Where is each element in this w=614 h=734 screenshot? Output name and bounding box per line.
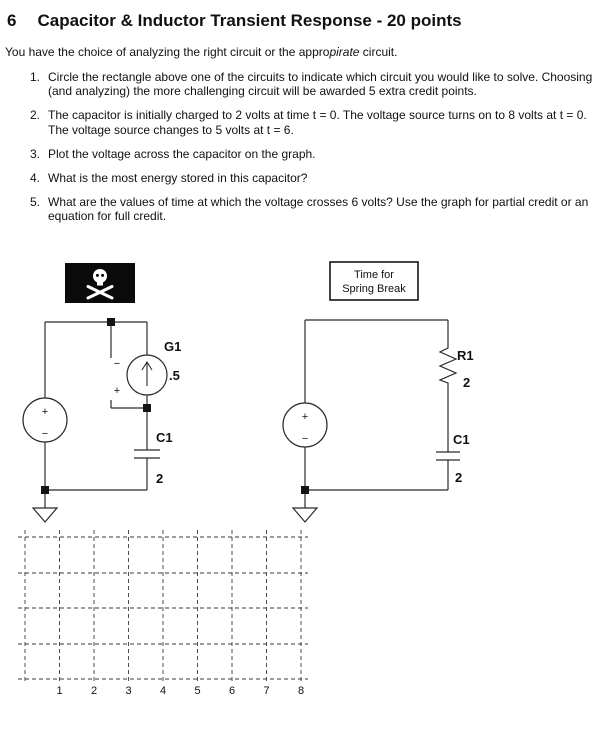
figure-area bbox=[0, 252, 614, 734]
right-circuit bbox=[283, 262, 474, 522]
question-number: 1. bbox=[30, 69, 41, 84]
node-mid-left-circuit bbox=[143, 404, 151, 412]
right-circuit-wires bbox=[305, 320, 448, 508]
box-label-line1: Time for bbox=[354, 269, 394, 281]
question-number: 5. bbox=[30, 194, 41, 209]
intro-text-pre: You have the choice of analyzing the right circuit or the appro bbox=[5, 45, 330, 59]
g1-control-plus-sign: + bbox=[113, 385, 121, 397]
node-bottom-left-circuit bbox=[41, 486, 49, 494]
question-item-1 bbox=[30, 70, 604, 99]
resistor-r1 bbox=[440, 345, 474, 390]
voltage-source-left bbox=[23, 398, 67, 442]
choice-box-right bbox=[330, 262, 418, 300]
x-axis-tick-labels bbox=[56, 685, 304, 697]
node-bottom-right-circuit bbox=[301, 486, 309, 494]
g1-value: .5 bbox=[169, 368, 180, 383]
g1-control-minus-sign: − bbox=[113, 358, 121, 370]
question-text: Circle the rectangle above one of the circuits to indicate which circuit you would like to solve. Choosing (and analyzing) the more challenging circuit will be awarded 5 extra credit points. bbox=[48, 69, 593, 98]
intro-text-italic: pirate bbox=[329, 45, 360, 59]
x-tick-label: 2 bbox=[90, 685, 98, 697]
question-item-5 bbox=[30, 195, 604, 224]
c1-right-value: 2 bbox=[455, 470, 463, 485]
question-number: 3. bbox=[30, 146, 41, 161]
capacitor-c1-right bbox=[436, 432, 470, 485]
question-text: What are the values of time at which the voltage crosses 6 volts? Use the graph for partial credit or an equation for full credit. bbox=[48, 194, 589, 223]
capacitor-c1-left bbox=[134, 430, 173, 486]
x-tick-label: 8 bbox=[297, 685, 305, 697]
node-top-left-circuit bbox=[107, 318, 115, 326]
left-circuit-wires bbox=[45, 322, 147, 508]
r1-label: R1 bbox=[457, 348, 474, 363]
x-tick-label: 4 bbox=[159, 685, 167, 697]
question-text: Plot the voltage across the capacitor on the graph. bbox=[48, 146, 316, 161]
ground-symbol-right bbox=[293, 508, 317, 522]
section-title: Capacitor & Inductor Transient Response - 20 points bbox=[37, 11, 462, 30]
section-number: 6 bbox=[7, 11, 17, 30]
source-plus-sign-right: + bbox=[301, 411, 309, 423]
graph-grid bbox=[18, 530, 308, 697]
pirate-flag-icon bbox=[65, 263, 135, 303]
question-item-2 bbox=[30, 108, 604, 137]
intro-text-post: circuit. bbox=[359, 45, 398, 59]
r1-value: 2 bbox=[463, 375, 471, 390]
c1-left-value: 2 bbox=[156, 471, 164, 486]
voltage-source-right bbox=[283, 403, 327, 447]
x-tick-label: 6 bbox=[228, 685, 236, 697]
x-tick-label: 5 bbox=[194, 685, 201, 697]
question-number: 4. bbox=[30, 170, 41, 185]
x-tick-label: 7 bbox=[263, 685, 270, 697]
source-minus-sign-left: − bbox=[41, 428, 49, 440]
circuits-and-graph-svg bbox=[0, 252, 614, 734]
source-plus-sign-left: + bbox=[41, 406, 49, 418]
question-item-3 bbox=[30, 147, 604, 162]
question-text: What is the most energy stored in this capacitor? bbox=[48, 170, 308, 185]
x-tick-label: 1 bbox=[56, 685, 63, 697]
question-text: The capacitor is initially charged to 2 volts at time t = 0. The voltage source turns on to 8 volts at t = 0. The voltage source changes to 5 volts at t = 6. bbox=[48, 108, 587, 137]
question-number: 2. bbox=[30, 108, 41, 122]
c1-left-label: C1 bbox=[156, 430, 173, 445]
question-list bbox=[0, 70, 614, 224]
c1-right-label: C1 bbox=[453, 432, 470, 447]
box-label-line2: Spring Break bbox=[342, 283, 406, 295]
source-minus-sign-right: − bbox=[301, 433, 309, 445]
left-circuit bbox=[23, 318, 181, 522]
ground-symbol-left bbox=[33, 508, 57, 522]
g1-label: G1 bbox=[164, 339, 182, 354]
section-heading bbox=[0, 0, 614, 31]
question-item-4 bbox=[30, 171, 604, 186]
x-tick-label: 3 bbox=[125, 685, 132, 697]
intro-paragraph bbox=[5, 45, 606, 60]
